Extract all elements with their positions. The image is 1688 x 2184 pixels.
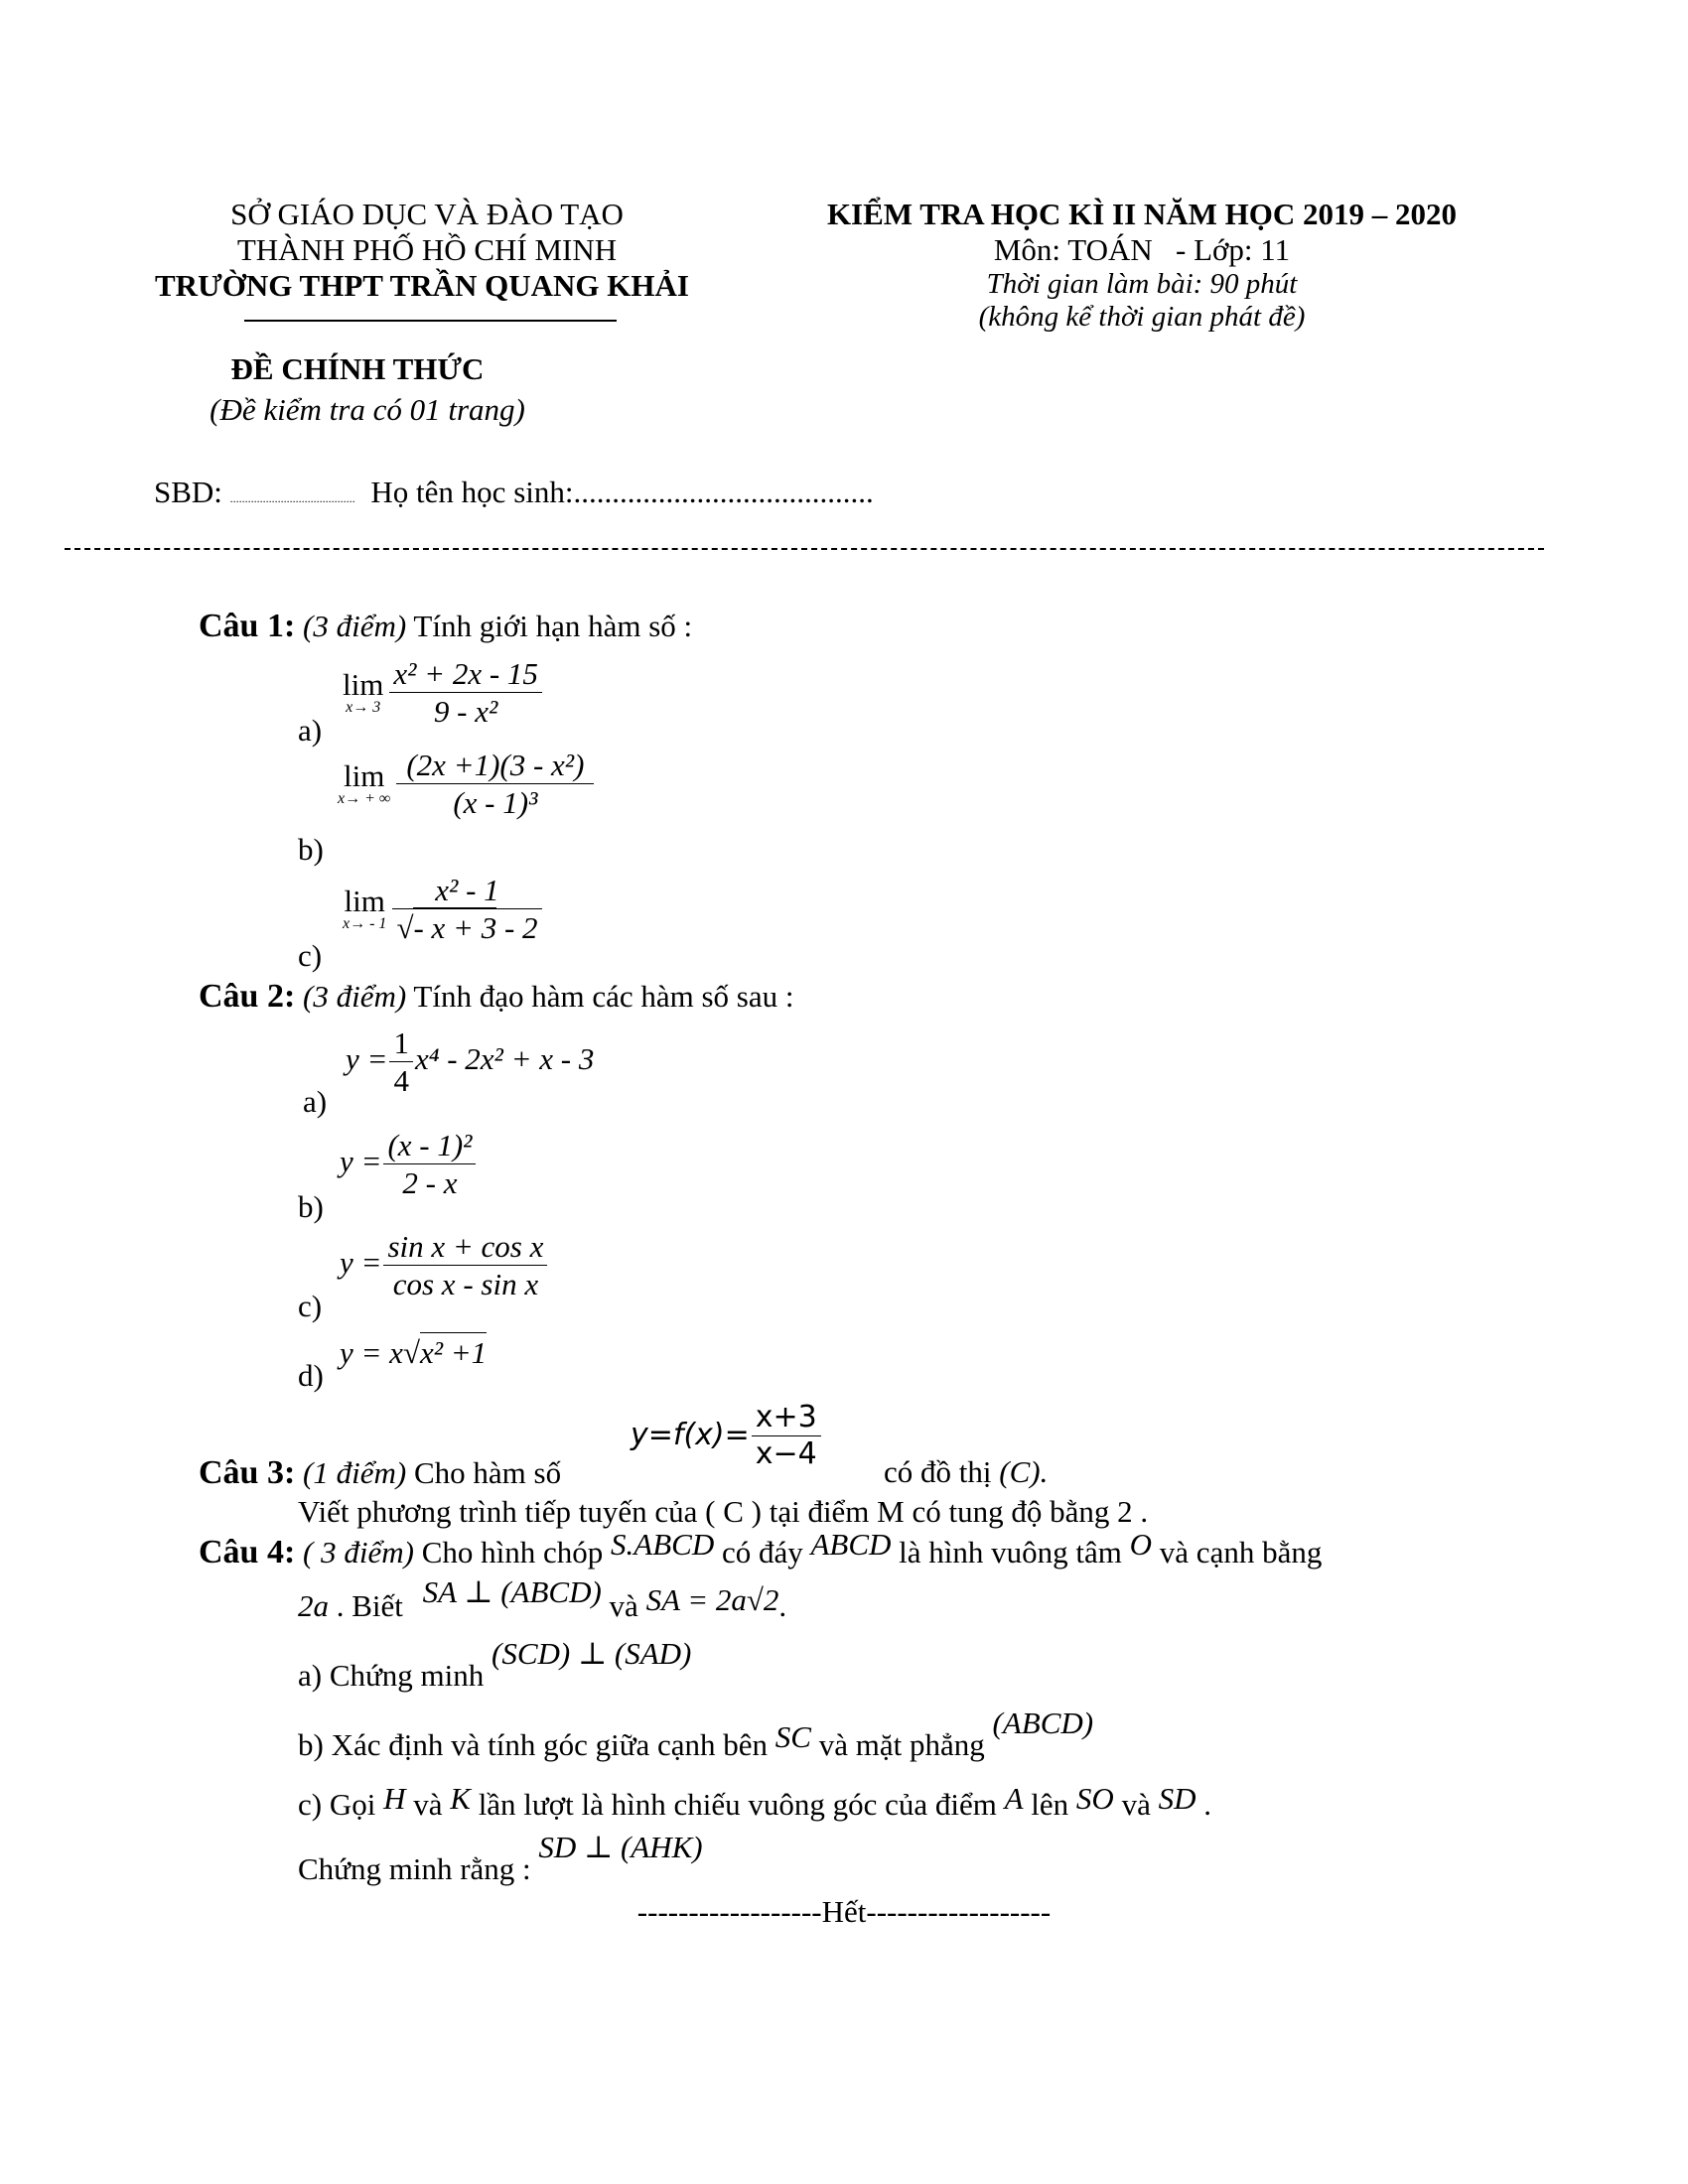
- q2-heading: [199, 978, 794, 1016]
- q2d-lhs: y = x: [340, 1335, 403, 1370]
- q2a-label: a): [303, 1084, 328, 1119]
- q2d-label: d): [298, 1358, 324, 1393]
- q4c-text-3: lần lượt là hình chiếu vuông góc của điểm: [478, 1787, 997, 1822]
- q1-text: Tính giới hạn hàm số :: [413, 609, 693, 643]
- q2c-lhs: y =: [340, 1244, 382, 1280]
- q4-math-pyramid: S.ABCD: [611, 1527, 715, 1562]
- q4c-text-4: lên: [1031, 1787, 1069, 1822]
- q4-text-7: .: [778, 1588, 787, 1623]
- q4-text-6: và: [609, 1588, 638, 1623]
- q4-math-sa: SA = 2a√2: [645, 1582, 779, 1617]
- q4b-text-1: b) Xác định và tính góc giữa cạnh bên: [298, 1727, 769, 1762]
- q4-text-3: là hình vuông tâm: [899, 1535, 1122, 1570]
- q1b-denominator: (x - 1)³: [453, 785, 538, 821]
- q1-heading: [199, 608, 692, 645]
- q1-points: (3 điểm): [303, 609, 407, 643]
- q4-text-2: có đáy: [721, 1535, 803, 1570]
- q4d-line: [298, 1830, 703, 1887]
- q1b-expression: [338, 747, 596, 821]
- q2b-expression: [340, 1127, 478, 1201]
- q1c-root: - x + 3: [413, 907, 496, 945]
- q1c-lim-sub: x→ - 1: [343, 915, 387, 933]
- exam-title: KIỂM TRA HỌC KÌ II NĂM HỌC 2019 – 2020: [826, 197, 1458, 231]
- q2a-frac-den: 4: [393, 1063, 409, 1099]
- q1-title: Câu 1:: [199, 608, 296, 644]
- q2-text: Tính đạo hàm các hàm số sau :: [413, 979, 794, 1014]
- q1b-numerator: (2x +1)(3 - x²): [396, 747, 594, 784]
- q2c-label: c): [298, 1289, 323, 1323]
- q4-line2: [298, 1574, 787, 1624]
- q1b-label: b): [298, 832, 324, 867]
- q4b-math-plane: (ABCD): [992, 1706, 1094, 1740]
- q4c-math-a: A: [1004, 1781, 1024, 1816]
- q2b-label: b): [298, 1189, 324, 1224]
- q3-title: Câu 3:: [199, 1454, 296, 1491]
- q4-line1: [199, 1527, 1323, 1571]
- q3-points: (1 điểm): [303, 1455, 407, 1490]
- q3-heading: [199, 1454, 561, 1492]
- q2-title: Câu 2:: [199, 978, 296, 1015]
- q3-func-lhs: y=f(x)=: [631, 1418, 750, 1452]
- q3-func-den: x−4: [755, 1436, 817, 1471]
- q3-line2: Viết phương trình tiếp tuyến của ( C ) tại điểm M có tung độ bằng 2 .: [298, 1494, 1149, 1529]
- student-name-label: Họ tên học sinh:: [370, 475, 574, 509]
- city-name: THÀNH PHỐ HỒ CHÍ MINH: [236, 232, 618, 267]
- q2c-expression: [340, 1228, 549, 1302]
- official-label: ĐỀ CHÍNH THỨC: [230, 351, 485, 386]
- q1a-lim: lim: [343, 667, 384, 703]
- end-marker: ------------------Hết------------------: [636, 1894, 1052, 1929]
- q3-text-before: Cho hàm số: [413, 1455, 562, 1490]
- q2a-rest: x⁴ - 2x² + x - 3: [414, 1040, 595, 1076]
- student-name-field[interactable]: .......................................: [573, 475, 874, 509]
- q2-points: (3 điểm): [303, 979, 407, 1014]
- q2b-numerator: (x - 1)²: [383, 1127, 476, 1164]
- q1a-expression: [343, 655, 544, 730]
- q1b-lim: lim: [343, 758, 385, 794]
- q1a-lim-sub: x→ 3: [346, 699, 381, 717]
- q2b-lhs: y =: [340, 1143, 382, 1178]
- q2d-root: x² +1: [420, 1332, 487, 1370]
- q2b-denominator: 2 - x: [402, 1165, 458, 1201]
- school-underline: [244, 320, 617, 322]
- q4c-math-so: SO: [1075, 1781, 1114, 1816]
- q3-func-num: x+3: [752, 1400, 821, 1436]
- q1a-label: a): [298, 713, 323, 748]
- school-name: TRƯỜNG THPT TRẦN QUANG KHẢI: [155, 268, 689, 303]
- q1a-denominator: 9 - x²: [433, 694, 498, 730]
- q3-graph: (C).: [999, 1454, 1049, 1489]
- q4d-math: SD ⊥ (AHK): [538, 1830, 703, 1864]
- q2d-expression: y = x√x² +1: [340, 1335, 487, 1371]
- q4c-math-k: K: [450, 1781, 471, 1816]
- department-name: SỞ GIÁO DỤC VÀ ĐÀO TẠO: [230, 197, 624, 231]
- q4-points: ( 3 điểm): [303, 1535, 414, 1570]
- q4-text-4: và cạnh bằng: [1159, 1535, 1323, 1570]
- q2a-expression: [346, 1024, 594, 1099]
- q4a-text: a) Chứng minh: [298, 1658, 485, 1693]
- duration-note: (không kể thời gian phát đề): [978, 301, 1306, 333]
- header-right: [794, 197, 1489, 334]
- q2c-numerator: sin x + cos x: [383, 1228, 547, 1266]
- q4c-math-sd: SD: [1158, 1781, 1196, 1816]
- subject-grade: Môn: TOÁN - Lớp: 11: [993, 232, 1291, 267]
- q3-text-after-wrap: [884, 1454, 1048, 1490]
- q1c-expression: lim x→ - 1 $\frac{\text{x² - 1}}{√- x + 3 - 2}$: [343, 872, 544, 946]
- duration: Thời gian làm bài: 90 phút: [986, 268, 1298, 300]
- q4b-math-sc: SC: [774, 1719, 811, 1754]
- q1c-den-rest: - 2: [496, 910, 538, 946]
- q2a-lhs: y =: [346, 1040, 388, 1076]
- pages-note: (Đề kiểm tra có 01 trang): [210, 392, 525, 427]
- q4-math-center: O: [1129, 1527, 1153, 1562]
- q1c-label: c): [298, 938, 323, 973]
- q4-math-perp: SA ⊥ (ABCD): [422, 1574, 602, 1609]
- q4c-text-6: .: [1203, 1787, 1211, 1822]
- q4-title: Câu 4:: [199, 1534, 296, 1570]
- student-info: [154, 475, 874, 510]
- q2a-frac-num: 1: [389, 1024, 413, 1062]
- q4b-text-2: và mặt phẳng: [818, 1727, 985, 1762]
- q4c-text-5: và: [1121, 1787, 1151, 1822]
- header-left: [149, 197, 705, 304]
- q2c-denominator: cos x - sin x: [392, 1267, 539, 1302]
- sbd-label: SBD:: [154, 475, 222, 509]
- q3-function: [631, 1400, 823, 1472]
- q4-text-5: . Biết: [336, 1588, 403, 1623]
- q4-text-1: Cho hình chóp: [421, 1535, 604, 1570]
- q4a-math: (SCD) ⊥ (SAD): [492, 1636, 692, 1671]
- q4a-line: [298, 1636, 692, 1694]
- q1a-numerator: x² + 2x - 15: [389, 655, 542, 693]
- q1b-lim-sub: x→ + ∞: [338, 790, 391, 808]
- q4-math-base: ABCD: [810, 1527, 892, 1562]
- q1c-numerator: x² - 1: [392, 872, 541, 909]
- q4c-text-1: c) Gọi: [298, 1787, 376, 1822]
- q4b-line: [298, 1706, 1094, 1763]
- sbd-field[interactable]: ..........................................: [229, 491, 355, 505]
- separator-line: [65, 548, 1544, 550]
- q4d-text: Chứng minh rằng :: [298, 1851, 531, 1886]
- q3-text-after: có đồ thị: [884, 1454, 992, 1489]
- q4c-line: [298, 1781, 1211, 1823]
- q4c-math-h: H: [383, 1781, 406, 1816]
- q1c-lim: lim: [344, 884, 385, 919]
- q4-math-side: 2a: [298, 1588, 329, 1623]
- q4c-text-2: và: [413, 1787, 443, 1822]
